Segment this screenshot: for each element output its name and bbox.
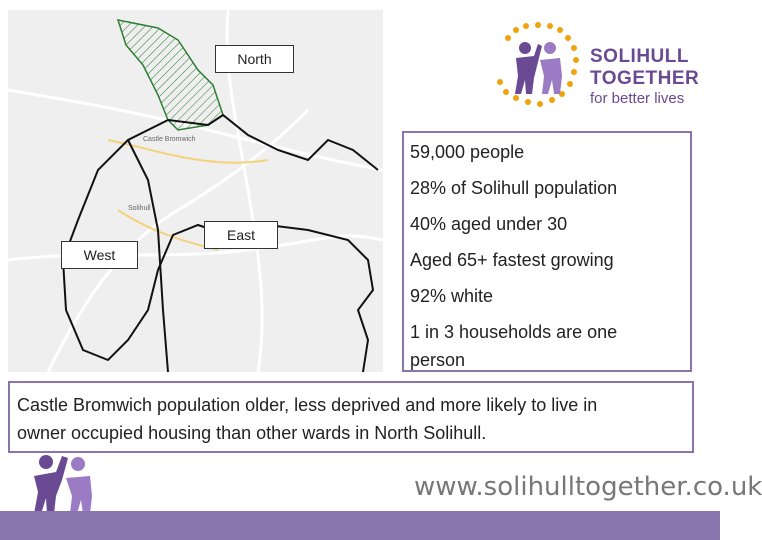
logo-line1: SOLIHULL — [590, 46, 689, 67]
ward-map — [8, 10, 383, 372]
footer-bar — [0, 511, 720, 540]
logo-tagline: for better lives — [590, 90, 685, 107]
map-label-north: North — [215, 45, 294, 73]
website-url: www.solihulltogether.co.uk — [414, 472, 762, 502]
summary-line-2: owner occupied housing than other wards in North Solihull. — [17, 423, 487, 443]
figures-icon — [22, 452, 104, 514]
summary-box — [8, 381, 694, 453]
solihull-together-logo — [490, 20, 700, 120]
logo-figures-icon — [490, 20, 590, 120]
stat-65-plus: Aged 65+ fastest growing — [410, 250, 614, 270]
stat-share: 28% of Solihull population — [410, 178, 618, 198]
stat-white: 92% white — [410, 286, 494, 306]
map-label-east: East — [204, 221, 278, 249]
map-svg — [8, 10, 383, 372]
map-label-west: West — [61, 241, 138, 269]
stat-households-cont: person — [410, 350, 466, 370]
map-background — [8, 10, 383, 372]
logo-line2: TOGETHER — [590, 68, 700, 89]
stat-population: 59,000 people — [410, 142, 525, 162]
stat-households: 1 in 3 households are one — [410, 322, 618, 342]
stats-box — [402, 131, 692, 372]
place-label: Castle Bromwich — [143, 136, 196, 143]
place-label: Solihull — [128, 205, 151, 212]
stat-under-30: 40% aged under 30 — [410, 214, 568, 234]
summary-line-1: Castle Bromwich population older, less deprived and more likely to live in — [17, 395, 598, 415]
